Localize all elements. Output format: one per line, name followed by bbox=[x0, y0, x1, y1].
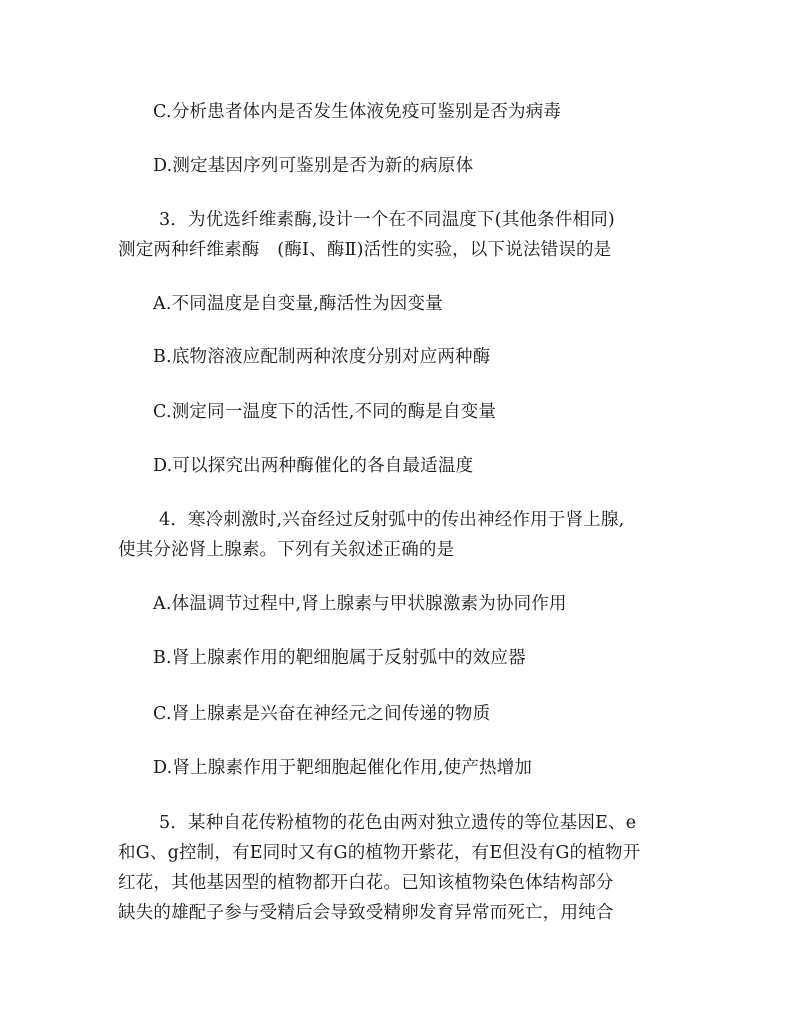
q5-stem-line-4: 缺失的雄配子参与受精后会导致受精卵发育异常而死亡，用纯合 bbox=[118, 903, 614, 923]
q4-option-c: C.肾上腺素是兴奋在神经元之间传递的物质 bbox=[153, 704, 491, 724]
q3-option-c: C.测定同一温度下的活性,不同的酶是自变量 bbox=[153, 402, 497, 422]
q2-option-d: D.测定基因序列可鉴别是否为新的病原体 bbox=[153, 156, 474, 176]
q4-option-a: A.体温调节过程中,肾上腺素与甲状腺激素为协同作用 bbox=[153, 594, 567, 614]
q4-option-b: B.肾上腺素作用的靶细胞属于反射弧中的效应器 bbox=[153, 648, 526, 668]
q5-stem-line-1: 5．某种自花传粉植物的花色由两对独立遗传的等位基因E、e bbox=[159, 813, 637, 833]
q3-stem-line-1: 3．为优选纤维素酶,设计一个在不同温度下(其他条件相同) bbox=[159, 210, 615, 230]
q4-option-d: D.肾上腺素作用于靶细胞起催化作用,使产热增加 bbox=[153, 758, 533, 778]
q5-stem-line-3: 红花，其他基因型的植物都开白花。已知该植物染色体结构部分 bbox=[118, 873, 614, 893]
q3-option-b: B.底物溶液应配制两种浓度分别对应两种酶 bbox=[153, 347, 491, 367]
q3-option-a: A.不同温度是自变量,酶活性为因变量 bbox=[153, 294, 443, 314]
q3-stem-line-2: 测定两种纤维素酶 (酶Ⅰ、酶Ⅱ)活性的实验，以下说法错误的是 bbox=[118, 240, 612, 260]
q3-option-d: D.可以探究出两种酶催化的各自最适温度 bbox=[153, 456, 474, 476]
q4-stem-line-1: 4．寒冷刺激时,兴奋经过反射弧中的传出神经作用于肾上腺, bbox=[159, 510, 625, 530]
q4-stem-line-2: 使其分泌肾上腺素。下列有关叙述正确的是 bbox=[118, 540, 455, 560]
q5-stem-line-2: 和G、g控制，有E同时又有G的植物开紫花，有E但没有G的植物开 bbox=[118, 843, 641, 863]
q2-option-c: C.分析患者体内是否发生体液免疫可鉴别是否为病毒 bbox=[153, 102, 562, 122]
